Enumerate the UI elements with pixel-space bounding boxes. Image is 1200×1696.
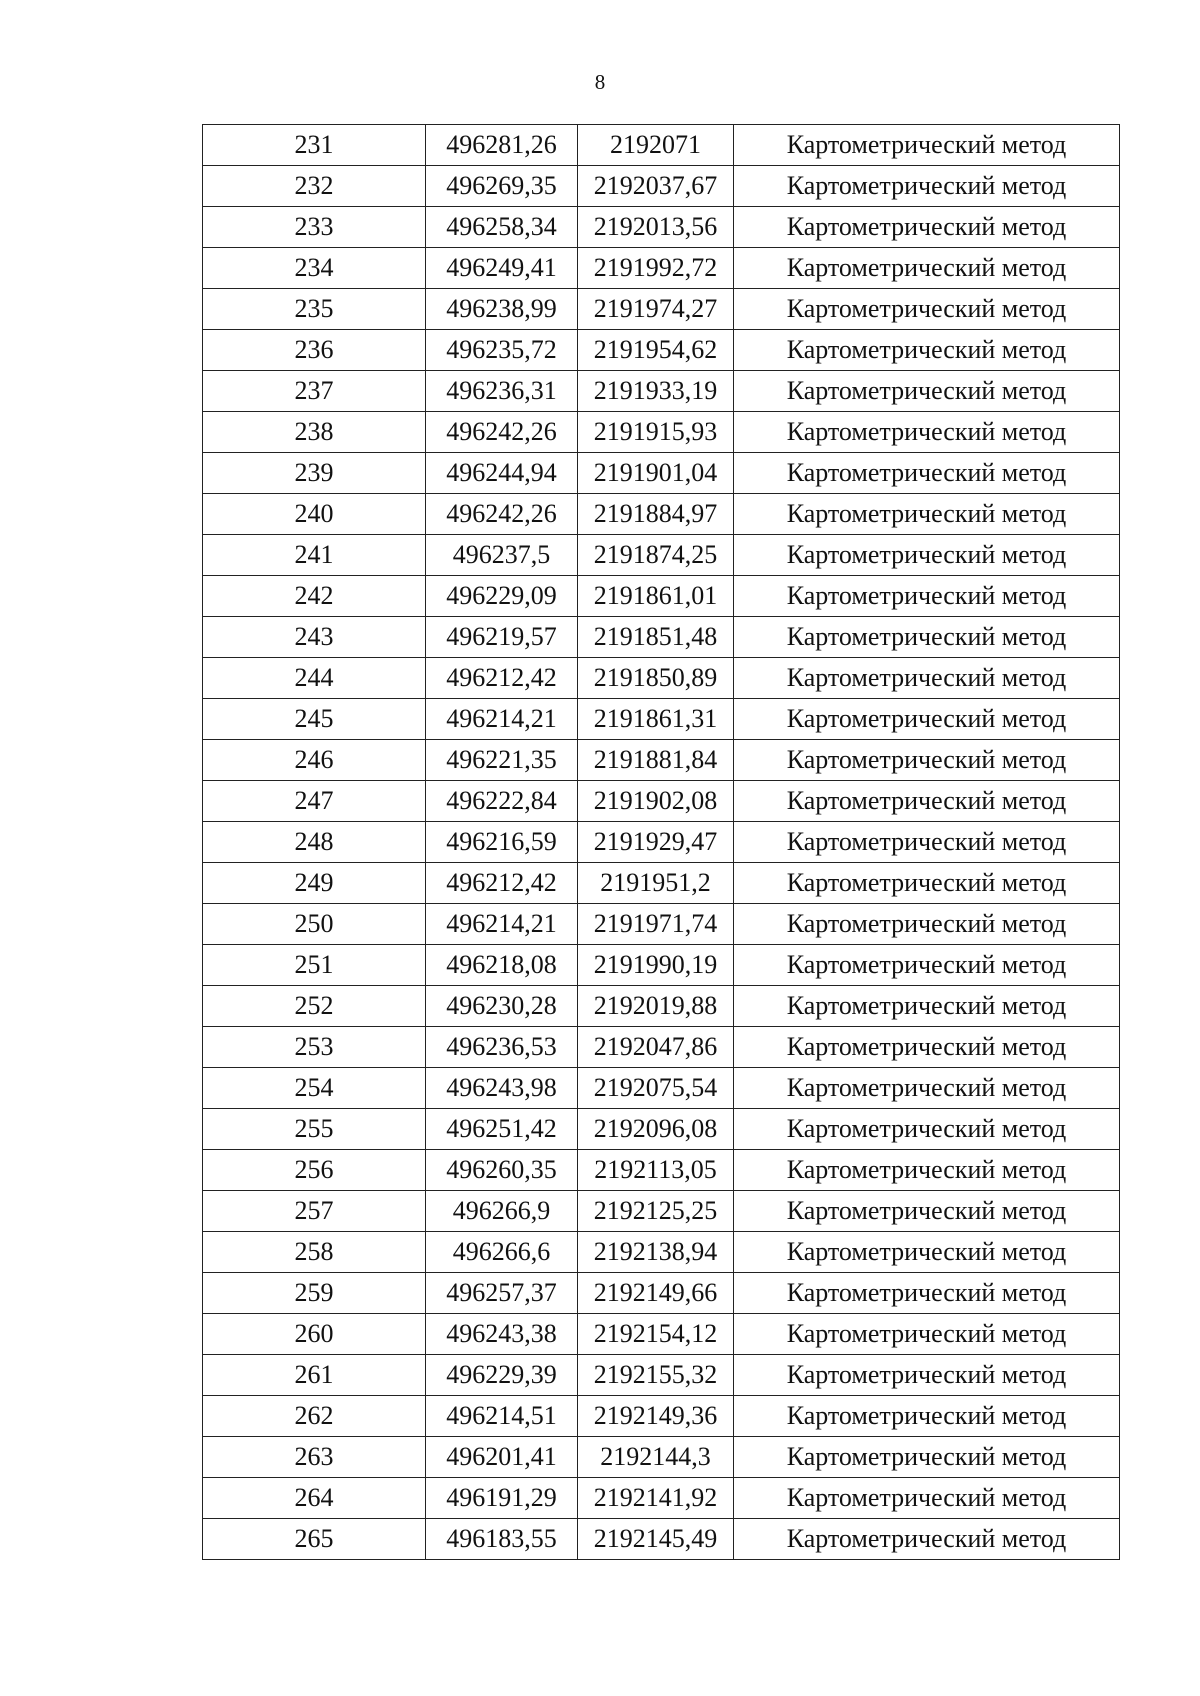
y-coordinate-cell: 2192155,32 bbox=[578, 1355, 734, 1396]
x-coordinate-cell: 496242,26 bbox=[426, 412, 578, 453]
method-cell: Картометрический метод bbox=[734, 1478, 1120, 1519]
table-row bbox=[203, 248, 1120, 289]
point-number-cell: 262 bbox=[203, 1396, 426, 1437]
method-cell: Картометрический метод bbox=[734, 904, 1120, 945]
method-cell: Картометрический метод bbox=[734, 371, 1120, 412]
x-coordinate-cell: 496236,31 bbox=[426, 371, 578, 412]
point-number-cell: 256 bbox=[203, 1150, 426, 1191]
page-number: 8 bbox=[594, 70, 606, 94]
y-coordinate-cell: 2192149,36 bbox=[578, 1396, 734, 1437]
y-coordinate-cell: 2191990,19 bbox=[578, 945, 734, 986]
method-cell: Картометрический метод bbox=[734, 535, 1120, 576]
table-row bbox=[203, 1437, 1120, 1478]
x-coordinate-cell: 496214,51 bbox=[426, 1396, 578, 1437]
point-number-cell: 247 bbox=[203, 781, 426, 822]
table-row bbox=[203, 207, 1120, 248]
method-cell: Картометрический метод bbox=[734, 986, 1120, 1027]
method-cell: Картометрический метод bbox=[734, 1068, 1120, 1109]
point-number-cell: 232 bbox=[203, 166, 426, 207]
x-coordinate-cell: 496281,26 bbox=[426, 125, 578, 166]
method-cell: Картометрический метод bbox=[734, 1232, 1120, 1273]
table-row bbox=[203, 904, 1120, 945]
method-cell: Картометрический метод bbox=[734, 166, 1120, 207]
x-coordinate-cell: 496218,08 bbox=[426, 945, 578, 986]
y-coordinate-cell: 2191874,25 bbox=[578, 535, 734, 576]
table-row bbox=[203, 535, 1120, 576]
table-row bbox=[203, 822, 1120, 863]
table-row bbox=[203, 1027, 1120, 1068]
y-coordinate-cell: 2191974,27 bbox=[578, 289, 734, 330]
method-cell: Картометрический метод bbox=[734, 822, 1120, 863]
x-coordinate-cell: 496238,99 bbox=[426, 289, 578, 330]
point-number-cell: 260 bbox=[203, 1314, 426, 1355]
method-cell: Картометрический метод bbox=[734, 494, 1120, 535]
x-coordinate-cell: 496266,9 bbox=[426, 1191, 578, 1232]
point-number-cell: 239 bbox=[203, 453, 426, 494]
table-row bbox=[203, 781, 1120, 822]
point-number-cell: 255 bbox=[203, 1109, 426, 1150]
method-cell: Картометрический метод bbox=[734, 207, 1120, 248]
table-row bbox=[203, 166, 1120, 207]
point-number-cell: 246 bbox=[203, 740, 426, 781]
method-cell: Картометрический метод bbox=[734, 781, 1120, 822]
point-number-cell: 245 bbox=[203, 699, 426, 740]
method-cell: Картометрический метод bbox=[734, 125, 1120, 166]
method-cell: Картометрический метод bbox=[734, 289, 1120, 330]
method-cell: Картометрический метод bbox=[734, 945, 1120, 986]
y-coordinate-cell: 2191850,89 bbox=[578, 658, 734, 699]
table-row bbox=[203, 453, 1120, 494]
y-coordinate-cell: 2192113,05 bbox=[578, 1150, 734, 1191]
table-row bbox=[203, 576, 1120, 617]
table-row bbox=[203, 1109, 1120, 1150]
method-cell: Картометрический метод bbox=[734, 1273, 1120, 1314]
method-cell: Картометрический метод bbox=[734, 248, 1120, 289]
point-number-cell: 248 bbox=[203, 822, 426, 863]
method-cell: Картометрический метод bbox=[734, 1437, 1120, 1478]
table-row bbox=[203, 1068, 1120, 1109]
x-coordinate-cell: 496266,6 bbox=[426, 1232, 578, 1273]
table-row bbox=[203, 658, 1120, 699]
y-coordinate-cell: 2191902,08 bbox=[578, 781, 734, 822]
point-number-cell: 234 bbox=[203, 248, 426, 289]
x-coordinate-cell: 496243,38 bbox=[426, 1314, 578, 1355]
table-row bbox=[203, 330, 1120, 371]
method-cell: Картометрический метод bbox=[734, 658, 1120, 699]
method-cell: Картометрический метод bbox=[734, 863, 1120, 904]
table-row bbox=[203, 1191, 1120, 1232]
x-coordinate-cell: 496235,72 bbox=[426, 330, 578, 371]
y-coordinate-cell: 2192138,94 bbox=[578, 1232, 734, 1273]
x-coordinate-cell: 496216,59 bbox=[426, 822, 578, 863]
coordinates-table bbox=[202, 124, 1120, 1560]
y-coordinate-cell: 2191881,84 bbox=[578, 740, 734, 781]
point-number-cell: 258 bbox=[203, 1232, 426, 1273]
method-cell: Картометрический метод bbox=[734, 1191, 1120, 1232]
y-coordinate-cell: 2192149,66 bbox=[578, 1273, 734, 1314]
point-number-cell: 265 bbox=[203, 1519, 426, 1560]
x-coordinate-cell: 496229,09 bbox=[426, 576, 578, 617]
point-number-cell: 231 bbox=[203, 125, 426, 166]
x-coordinate-cell: 496214,21 bbox=[426, 904, 578, 945]
y-coordinate-cell: 2191933,19 bbox=[578, 371, 734, 412]
point-number-cell: 252 bbox=[203, 986, 426, 1027]
x-coordinate-cell: 496243,98 bbox=[426, 1068, 578, 1109]
y-coordinate-cell: 2192096,08 bbox=[578, 1109, 734, 1150]
point-number-cell: 249 bbox=[203, 863, 426, 904]
method-cell: Картометрический метод bbox=[734, 1109, 1120, 1150]
method-cell: Картометрический метод bbox=[734, 1150, 1120, 1191]
method-cell: Картометрический метод bbox=[734, 412, 1120, 453]
y-coordinate-cell: 2191929,47 bbox=[578, 822, 734, 863]
x-coordinate-cell: 496244,94 bbox=[426, 453, 578, 494]
x-coordinate-cell: 496257,37 bbox=[426, 1273, 578, 1314]
x-coordinate-cell: 496214,21 bbox=[426, 699, 578, 740]
y-coordinate-cell: 2192071 bbox=[578, 125, 734, 166]
x-coordinate-cell: 496260,35 bbox=[426, 1150, 578, 1191]
point-number-cell: 251 bbox=[203, 945, 426, 986]
point-number-cell: 244 bbox=[203, 658, 426, 699]
y-coordinate-cell: 2191901,04 bbox=[578, 453, 734, 494]
y-coordinate-cell: 2192013,56 bbox=[578, 207, 734, 248]
x-coordinate-cell: 496230,28 bbox=[426, 986, 578, 1027]
x-coordinate-cell: 496219,57 bbox=[426, 617, 578, 658]
table-row bbox=[203, 1273, 1120, 1314]
method-cell: Картометрический метод bbox=[734, 1396, 1120, 1437]
point-number-cell: 263 bbox=[203, 1437, 426, 1478]
table-row bbox=[203, 986, 1120, 1027]
point-number-cell: 261 bbox=[203, 1355, 426, 1396]
method-cell: Картометрический метод bbox=[734, 576, 1120, 617]
x-coordinate-cell: 496221,35 bbox=[426, 740, 578, 781]
y-coordinate-cell: 2191884,97 bbox=[578, 494, 734, 535]
x-coordinate-cell: 496212,42 bbox=[426, 863, 578, 904]
y-coordinate-cell: 2191861,31 bbox=[578, 699, 734, 740]
method-cell: Картометрический метод bbox=[734, 1355, 1120, 1396]
point-number-cell: 257 bbox=[203, 1191, 426, 1232]
table-row bbox=[203, 412, 1120, 453]
point-number-cell: 242 bbox=[203, 576, 426, 617]
point-number-cell: 240 bbox=[203, 494, 426, 535]
point-number-cell: 243 bbox=[203, 617, 426, 658]
y-coordinate-cell: 2191951,2 bbox=[578, 863, 734, 904]
y-coordinate-cell: 2192019,88 bbox=[578, 986, 734, 1027]
table-row bbox=[203, 1150, 1120, 1191]
point-number-cell: 233 bbox=[203, 207, 426, 248]
point-number-cell: 264 bbox=[203, 1478, 426, 1519]
method-cell: Картометрический метод bbox=[734, 1519, 1120, 1560]
y-coordinate-cell: 2192037,67 bbox=[578, 166, 734, 207]
y-coordinate-cell: 2191992,72 bbox=[578, 248, 734, 289]
method-cell: Картометрический метод bbox=[734, 617, 1120, 658]
method-cell: Картометрический метод bbox=[734, 330, 1120, 371]
x-coordinate-cell: 496249,41 bbox=[426, 248, 578, 289]
table-row bbox=[203, 1396, 1120, 1437]
table-row bbox=[203, 494, 1120, 535]
coordinates-table-body bbox=[203, 125, 1120, 1560]
x-coordinate-cell: 496212,42 bbox=[426, 658, 578, 699]
point-number-cell: 250 bbox=[203, 904, 426, 945]
table-row bbox=[203, 1478, 1120, 1519]
table-row bbox=[203, 945, 1120, 986]
x-coordinate-cell: 496191,29 bbox=[426, 1478, 578, 1519]
y-coordinate-cell: 2192144,3 bbox=[578, 1437, 734, 1478]
method-cell: Картометрический метод bbox=[734, 453, 1120, 494]
x-coordinate-cell: 496229,39 bbox=[426, 1355, 578, 1396]
point-number-cell: 236 bbox=[203, 330, 426, 371]
method-cell: Картометрический метод bbox=[734, 1314, 1120, 1355]
point-number-cell: 259 bbox=[203, 1273, 426, 1314]
y-coordinate-cell: 2192075,54 bbox=[578, 1068, 734, 1109]
table-row bbox=[203, 1232, 1120, 1273]
x-coordinate-cell: 496258,34 bbox=[426, 207, 578, 248]
x-coordinate-cell: 496222,84 bbox=[426, 781, 578, 822]
x-coordinate-cell: 496242,26 bbox=[426, 494, 578, 535]
point-number-cell: 235 bbox=[203, 289, 426, 330]
y-coordinate-cell: 2192125,25 bbox=[578, 1191, 734, 1232]
y-coordinate-cell: 2191851,48 bbox=[578, 617, 734, 658]
x-coordinate-cell: 496201,41 bbox=[426, 1437, 578, 1478]
point-number-cell: 238 bbox=[203, 412, 426, 453]
table-row bbox=[203, 1314, 1120, 1355]
y-coordinate-cell: 2192145,49 bbox=[578, 1519, 734, 1560]
y-coordinate-cell: 2191915,93 bbox=[578, 412, 734, 453]
method-cell: Картометрический метод bbox=[734, 699, 1120, 740]
table-row bbox=[203, 699, 1120, 740]
point-number-cell: 241 bbox=[203, 535, 426, 576]
x-coordinate-cell: 496236,53 bbox=[426, 1027, 578, 1068]
point-number-cell: 253 bbox=[203, 1027, 426, 1068]
x-coordinate-cell: 496237,5 bbox=[426, 535, 578, 576]
table-row bbox=[203, 125, 1120, 166]
y-coordinate-cell: 2191861,01 bbox=[578, 576, 734, 617]
y-coordinate-cell: 2192141,92 bbox=[578, 1478, 734, 1519]
method-cell: Картометрический метод bbox=[734, 1027, 1120, 1068]
point-number-cell: 254 bbox=[203, 1068, 426, 1109]
y-coordinate-cell: 2192047,86 bbox=[578, 1027, 734, 1068]
table-row bbox=[203, 740, 1120, 781]
x-coordinate-cell: 496183,55 bbox=[426, 1519, 578, 1560]
table-row bbox=[203, 617, 1120, 658]
table-row bbox=[203, 863, 1120, 904]
table-row bbox=[203, 289, 1120, 330]
table-row bbox=[203, 1519, 1120, 1560]
y-coordinate-cell: 2191971,74 bbox=[578, 904, 734, 945]
y-coordinate-cell: 2192154,12 bbox=[578, 1314, 734, 1355]
point-number-cell: 237 bbox=[203, 371, 426, 412]
method-cell: Картометрический метод bbox=[734, 740, 1120, 781]
y-coordinate-cell: 2191954,62 bbox=[578, 330, 734, 371]
x-coordinate-cell: 496269,35 bbox=[426, 166, 578, 207]
table-row bbox=[203, 1355, 1120, 1396]
table-row bbox=[203, 371, 1120, 412]
x-coordinate-cell: 496251,42 bbox=[426, 1109, 578, 1150]
